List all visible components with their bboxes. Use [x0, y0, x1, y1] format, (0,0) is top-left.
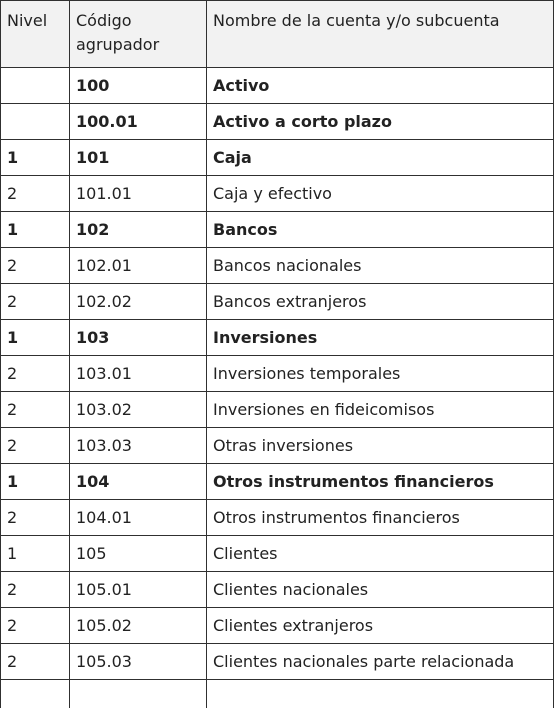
- table-row: [1, 608, 554, 644]
- table-row: [1, 356, 554, 392]
- table-row: [1, 392, 554, 428]
- nombre-cell: Inversiones: [207, 320, 554, 356]
- nombre-cell: Bancos extranjeros: [207, 284, 554, 320]
- nivel-cell: 1: [1, 464, 70, 500]
- nombre-cell: Bancos: [207, 212, 554, 248]
- header-nivel: Nivel: [1, 1, 70, 68]
- codigo-cell: 103.03: [70, 428, 207, 464]
- table-row: [1, 248, 554, 284]
- nombre-cell: Bancos nacionales: [207, 248, 554, 284]
- header-codigo-agrupador: Código agrupador: [70, 1, 207, 68]
- codigo-cell: 100.01: [70, 104, 207, 140]
- table-row: [1, 500, 554, 536]
- nombre-cell: Clientes nacionales parte relacionada: [207, 644, 554, 680]
- nombre-cell: Activo: [207, 68, 554, 104]
- table-row: [1, 140, 554, 176]
- codigo-cell: 104.01: [70, 500, 207, 536]
- nombre-cell: Otros instrumentos financieros: [207, 500, 554, 536]
- codigo-cell: 104: [70, 464, 207, 500]
- codigo-cell: 101: [70, 140, 207, 176]
- nivel-cell: 2: [1, 428, 70, 464]
- nivel-cell: 2: [1, 392, 70, 428]
- nivel-cell: 2: [1, 572, 70, 608]
- nombre-cell: Otros instrumentos financieros: [207, 464, 554, 500]
- nivel-cell: 2: [1, 284, 70, 320]
- table-row: [1, 176, 554, 212]
- table-row: [1, 104, 554, 140]
- codigo-cell: 103: [70, 320, 207, 356]
- table-row: [1, 572, 554, 608]
- table-row: [1, 284, 554, 320]
- nombre-cell: Clientes: [207, 536, 554, 572]
- codigo-cell: 101.01: [70, 176, 207, 212]
- nivel-cell: 1: [1, 212, 70, 248]
- nivel-cell: 2: [1, 248, 70, 284]
- table-row: [1, 68, 554, 104]
- nombre-cell: Clientes nacionales: [207, 572, 554, 608]
- nombre-cell: Clientes extranjeros: [207, 608, 554, 644]
- codigo-cell: 105: [70, 536, 207, 572]
- nombre-cell: Caja: [207, 140, 554, 176]
- codigo-cell: 105.02: [70, 608, 207, 644]
- table-row: [1, 680, 554, 708]
- table-row: [1, 320, 554, 356]
- nombre-cell: Inversiones temporales: [207, 356, 554, 392]
- nivel-cell: 2: [1, 176, 70, 212]
- table-body: [1, 68, 554, 708]
- codigo-cell: 102: [70, 212, 207, 248]
- nivel-cell: [1, 104, 70, 140]
- nivel-cell: 2: [1, 608, 70, 644]
- header-nombre-cuenta: Nombre de la cuenta y/o subcuenta: [207, 1, 554, 68]
- codigo-cell: 103.01: [70, 356, 207, 392]
- codigo-cell: 103.02: [70, 392, 207, 428]
- codigo-cell: 100: [70, 68, 207, 104]
- table-row: [1, 212, 554, 248]
- nivel-cell: 1: [1, 536, 70, 572]
- codigo-cell: 102.01: [70, 248, 207, 284]
- table-row: [1, 428, 554, 464]
- nivel-cell: [1, 68, 70, 104]
- nombre-cell: Inversiones en fideicomisos: [207, 392, 554, 428]
- table-header-row: [1, 1, 554, 68]
- nivel-cell: 1: [1, 140, 70, 176]
- codigo-cell: [70, 680, 207, 708]
- nivel-cell: 2: [1, 500, 70, 536]
- nombre-cell: Activo a corto plazo: [207, 104, 554, 140]
- nombre-cell: [207, 680, 554, 708]
- nombre-cell: Otras inversiones: [207, 428, 554, 464]
- nivel-cell: 2: [1, 644, 70, 680]
- nivel-cell: 1: [1, 320, 70, 356]
- nivel-cell: 2: [1, 356, 70, 392]
- table-row: [1, 464, 554, 500]
- nivel-cell: [1, 680, 70, 708]
- table-row: [1, 644, 554, 680]
- codigo-cell: 102.02: [70, 284, 207, 320]
- table-row: [1, 536, 554, 572]
- nombre-cell: Caja y efectivo: [207, 176, 554, 212]
- codigo-cell: 105.01: [70, 572, 207, 608]
- codigo-cell: 105.03: [70, 644, 207, 680]
